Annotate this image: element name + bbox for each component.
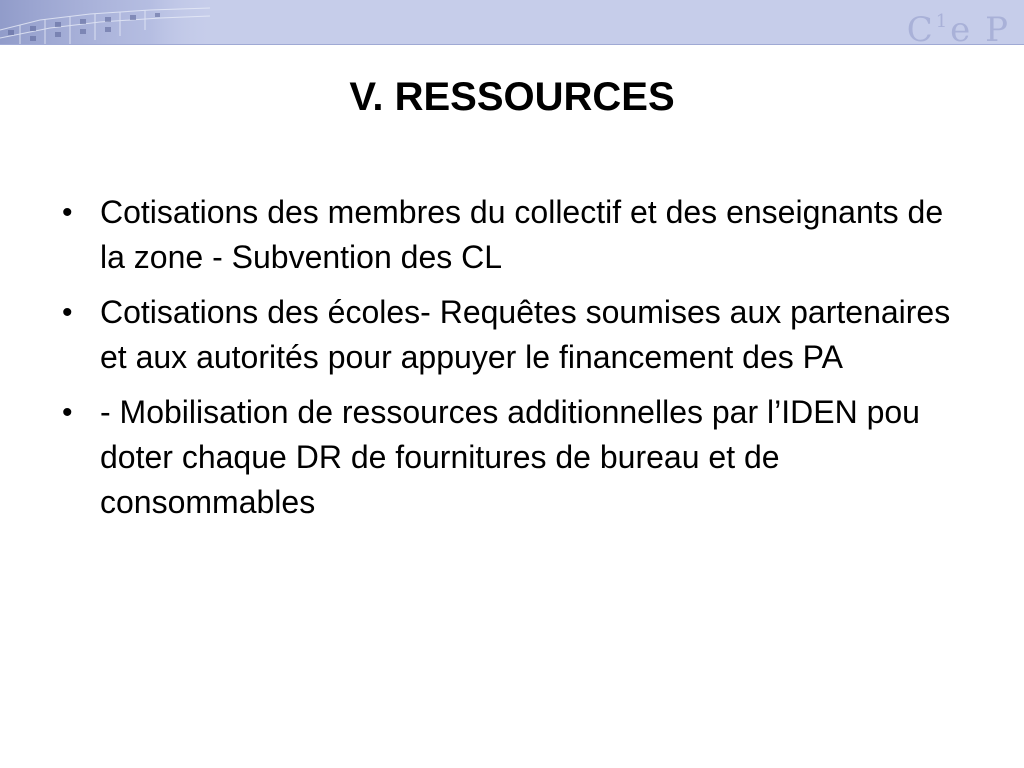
bullet-marker: • (62, 196, 73, 229)
building-photo-icon (0, 0, 215, 44)
slide-title: V. RESSOURCES (349, 75, 675, 119)
bullet-item (60, 190, 970, 280)
clep-logo (906, 2, 1010, 45)
logo-letter-c: C (906, 10, 935, 45)
bullet-text: Cotisations des écoles- Requêtes soumises aux partenaires et aux autorités pour appuyer le financement des PA (100, 294, 951, 375)
bullet-item (60, 390, 970, 525)
bullet-text: Cotisations des membres du collectif et des enseignants de la zone - Subvention des CL (100, 194, 944, 275)
bullet-item (60, 290, 970, 380)
bullet-text: - Mobilisation de ressources additionnelles par l’IDEN pou doter chaque DR de fournitures de bureau et de consommables (100, 394, 920, 520)
logo-letter-e: e (950, 10, 973, 45)
bullet-marker: • (62, 396, 73, 429)
bullet-marker: • (62, 296, 73, 329)
logo-letter-p: P (985, 10, 1010, 45)
bullet-list (60, 190, 970, 535)
header-band (0, 0, 1024, 45)
logo-superscript: 1 (935, 11, 950, 32)
